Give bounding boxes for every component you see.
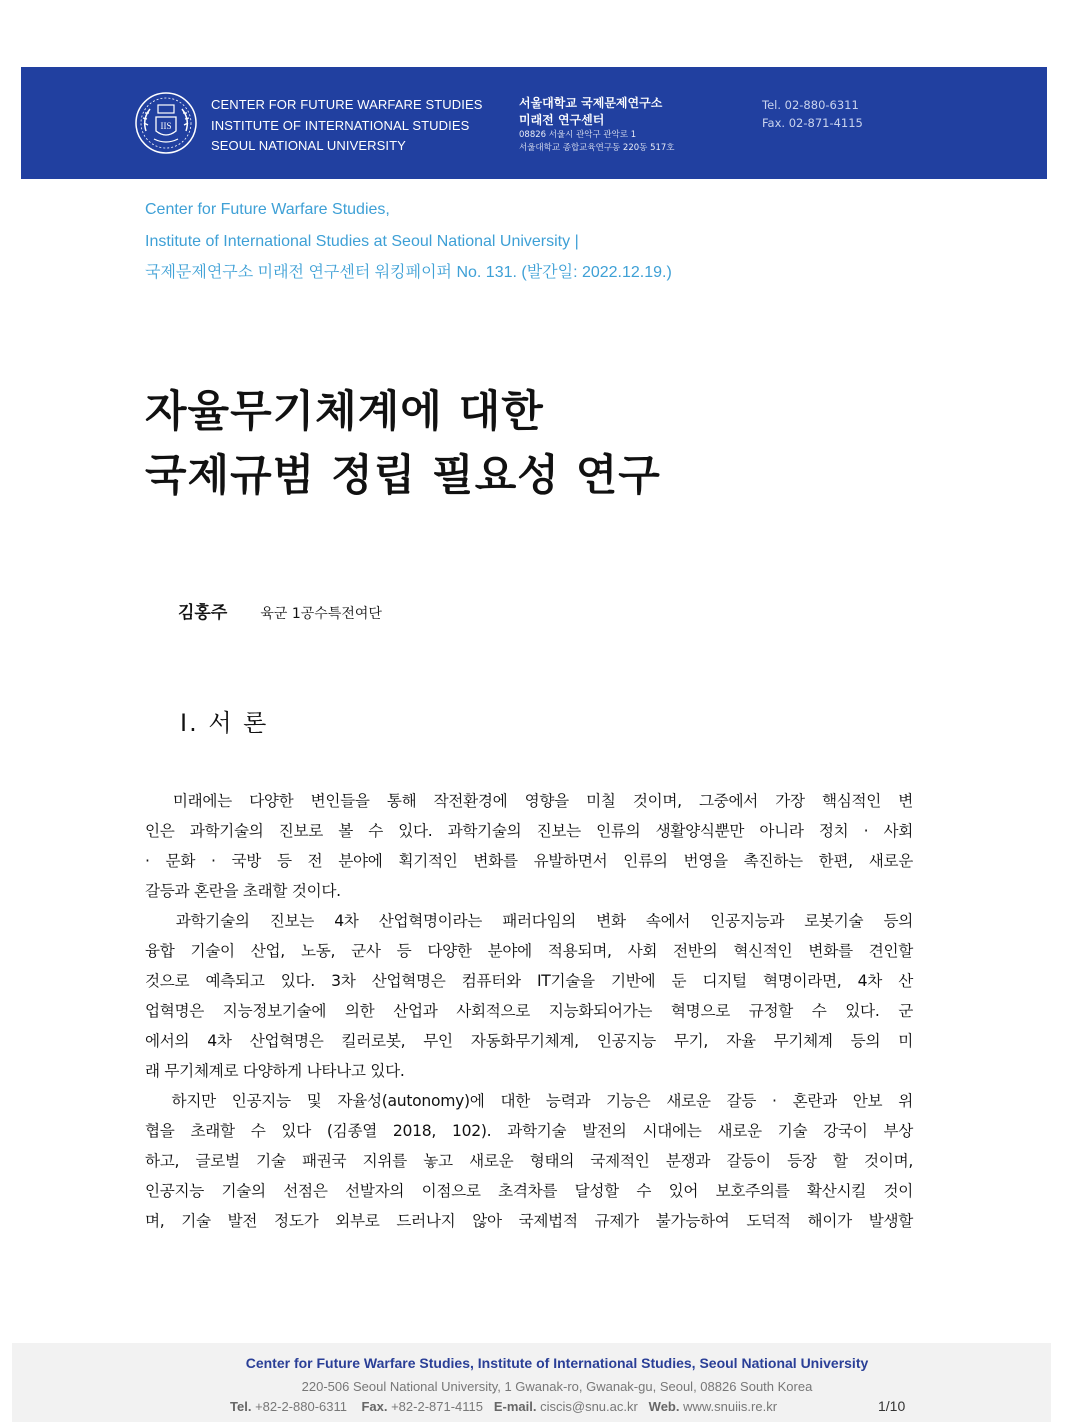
body-line: 며, 기술 발전 정도가 외부로 드러나지 않아 국제법적 규제가 불가능하여 도덕적 해이가 발생할 <box>145 1212 913 1230</box>
footer-contact <box>230 1399 777 1414</box>
header-fax: Fax. 02-871-4115 <box>762 116 863 130</box>
body-line: 갈등과 혼란을 초래할 것이다. <box>145 882 341 900</box>
body-line: · 문화 · 국방 등 전 분야에 획기적인 변화를 유발하면서 인류의 번영을 촉진하는 한편, 새로운 <box>145 852 913 870</box>
header-address-2: 서울대학교 종합교육연구동 220동 517호 <box>519 143 675 153</box>
body-line: 것으로 예측되고 있다. 3차 산업혁명은 컴퓨터와 IT기술을 기반에 둔 디지털 혁명이라면, 4차 산 <box>145 972 913 990</box>
footer-institution: Center for Future Warfare Studies, Institute of International Studies, Seoul National University <box>245 1355 869 1371</box>
paper-meta <box>145 194 672 289</box>
header-korean-block <box>519 95 675 155</box>
page-number: 1/10 <box>878 1398 906 1414</box>
title-line-2: 국제규범 정립 필요성 연구 <box>145 451 661 501</box>
header-tel: Tel. 02-880-6311 <box>762 98 859 112</box>
footer-address: 220-506 Seoul National University, 1 Gwanak-ro, Gwanak-gu, Seoul, 08826 South Korea <box>301 1379 813 1394</box>
snu-iis-seal-icon <box>134 91 198 155</box>
title-line-1: 자율무기체계에 대한 <box>145 387 544 437</box>
footer-tel: +82-2-880-6311 <box>255 1399 347 1414</box>
body-line: 인은 과학기술의 진보로 볼 수 있다. 과학기술의 진보는 인류의 생활양식뿐만 아니라 정치 · 사회 <box>145 822 913 840</box>
body-line: 과학기술의 진보는 4차 산업혁명이라는 패러다임의 변화 속에서 인공지능과 로봇기술 등의 <box>145 912 913 930</box>
meta-line-center: Center for Future Warfare Studies, <box>145 201 390 218</box>
header-address-1: 08826 서울시 관악구 관악로 1 <box>519 130 637 140</box>
footer-tel-label: Tel. <box>230 1399 252 1414</box>
body-line: 미래에는 다양한 변인들을 통해 작전환경에 영향을 미칠 것이며, 그중에서 가장 핵심적인 변 <box>145 792 913 810</box>
body-line: 래 무기체계로 다양하게 나타나고 있다. <box>145 1062 405 1080</box>
body-line: 하고, 글로벌 기술 패권국 지위를 놓고 새로운 형태의 국제적인 분쟁과 갈등이 등장 할 것이며, <box>145 1152 913 1170</box>
header-band <box>21 67 1047 179</box>
author-row <box>178 598 382 623</box>
body-line: 융합 기술이 산업, 노동, 군사 등 다양한 분야에 적용되며, 사회 전반의 혁신적인 변화를 견인할 <box>145 942 913 960</box>
header-contact <box>762 96 863 132</box>
body-line: 에서의 4차 산업혁명은 킬러로봇, 무인 자동화무기체계, 인공지능 무기, 자율 무기체계 등의 미 <box>145 1032 913 1050</box>
document-title <box>145 380 661 508</box>
body-line: 인공지능 기술의 선점은 선발자의 이점으로 초격차를 달성할 수 있어 보호주의를 확산시킬 것이 <box>145 1182 913 1200</box>
svg-text:IIS: IIS <box>160 121 172 131</box>
author-name: 김홍주 <box>178 603 228 623</box>
header-korean-name-1: 서울대학교 국제문제연구소 <box>519 96 663 110</box>
footer-email-label: E-mail. <box>493 1399 537 1414</box>
footer-web-label: Web. <box>648 1399 680 1414</box>
body-line: 협을 초래할 수 있다 (김종열 2018, 102). 과학기술 발전의 시대에는 새로운 기술 강국이 부상 <box>145 1122 913 1140</box>
meta-line-series: 국제문제연구소 미래전 연구센터 워킹페이퍼 No. 131. (발간일: 2022.12.19.) <box>145 264 672 281</box>
footer-fax: +82-2-871-4115 <box>391 1399 483 1414</box>
body-line: 업혁명은 지능정보기술에 의한 산업과 사회적으로 지능화되어가는 혁명으로 규정할 수 있다. 군 <box>145 1002 913 1020</box>
body-line: 하지만 인공지능 및 자율성(autonomy)에 대한 능력과 기능은 새로운 갈등 · 혼란과 안보 위 <box>145 1092 913 1110</box>
header-center-name: CENTER FOR FUTURE WARFARE STUDIES <box>211 97 483 112</box>
author-affiliation: 육군 1공수특전여단 <box>260 606 382 622</box>
body-text <box>145 786 913 1236</box>
footer-web[interactable]: www.snuiis.re.kr <box>683 1399 778 1414</box>
meta-line-institute: Institute of International Studies at Seoul National University | <box>145 232 579 250</box>
header-korean-name-2: 미래전 연구센터 <box>519 113 605 127</box>
footer-email[interactable]: ciscis@snu.ac.kr <box>540 1399 638 1414</box>
header-university-name: SEOUL NATIONAL UNIVERSITY <box>211 138 406 153</box>
section-heading: Ⅰ. 서 론 <box>180 709 269 737</box>
header-institute-name: INSTITUTE OF INTERNATIONAL STUDIES <box>211 117 470 133</box>
footer-fax-label: Fax. <box>361 1399 388 1414</box>
footer <box>12 1343 1051 1422</box>
header-english-names <box>211 95 483 157</box>
